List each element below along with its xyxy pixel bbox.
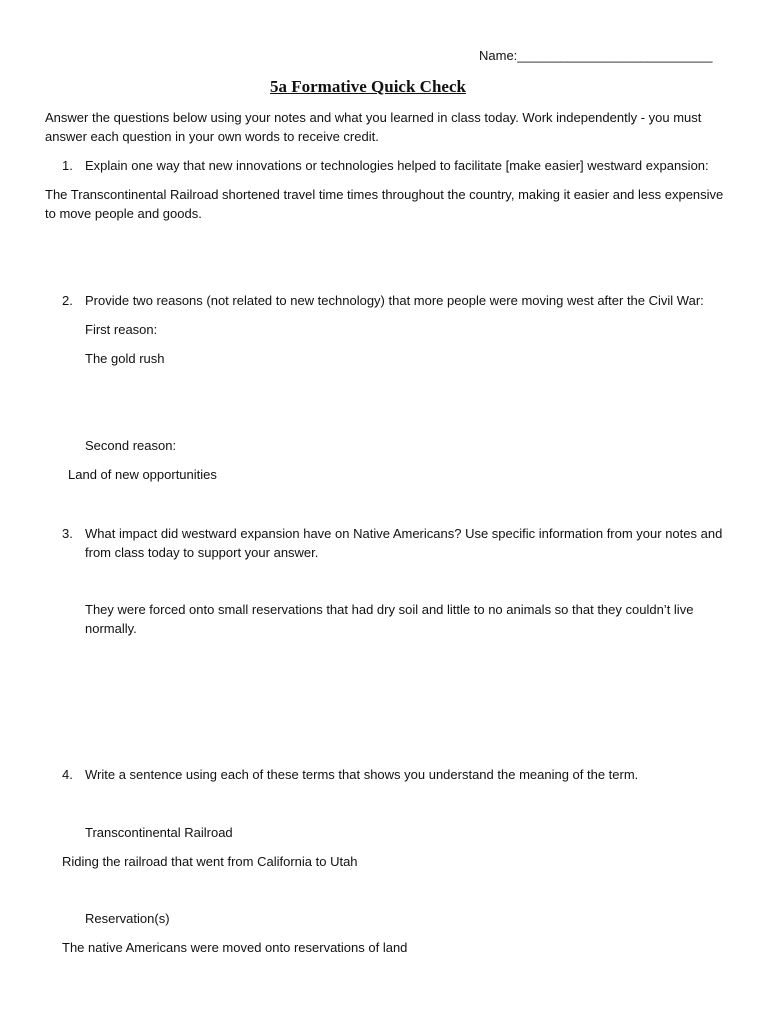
question-4-prompt: Write a sentence using each of these terms that shows you understand the meaning of the term. (85, 767, 639, 782)
first-reason-answer: The gold rush (85, 351, 165, 366)
instructions-line-1: Answer the questions below using your notes and what you learned in class today. Work independently - you must (45, 110, 702, 125)
question-3-number: 3. (62, 526, 73, 541)
term-2-answer: The native Americans were moved onto reservations of land (62, 940, 408, 955)
second-reason-label: Second reason: (85, 438, 177, 453)
question-3-prompt-line-1: What impact did westward expansion have on Native Americans? Use specific information from your notes and (85, 526, 723, 541)
term-transcontinental-railroad: Transcontinental Railroad (85, 825, 233, 840)
term-reservations: Reservation(s) (85, 911, 170, 926)
page-title: 5a Formative Quick Check (270, 77, 466, 96)
question-3-answer-line-1: They were forced onto small reservations that had dry soil and little to no animals so that they couldn’t live (85, 602, 694, 617)
question-1-answer-line-1: The Transcontinental Railroad shortened travel time times throughout the country, making it easier and less expensive (45, 187, 724, 202)
first-reason-label: First reason: (85, 322, 158, 337)
term-1-answer: Riding the railroad that went from California to Utah (62, 854, 358, 869)
instructions-line-2: answer each question in your own words to receive credit. (45, 129, 379, 144)
question-1-prompt: Explain one way that new innovations or technologies helped to facilitate [make easier] westward expansion: (85, 158, 709, 173)
name-field-line: Name:___________________________ (479, 48, 713, 63)
question-3-answer-line-2: normally. (85, 621, 137, 636)
question-1-answer-line-2: to move people and goods. (45, 206, 202, 221)
question-2-prompt: Provide two reasons (not related to new technology) that more people were moving west after the Civil War: (85, 293, 704, 308)
question-2-number: 2. (62, 293, 73, 308)
question-4-number: 4. (62, 767, 73, 782)
question-3-prompt-line-2: from class today to support your answer. (85, 545, 319, 560)
second-reason-answer: Land of new opportunities (68, 467, 217, 482)
question-1-number: 1. (62, 158, 73, 173)
